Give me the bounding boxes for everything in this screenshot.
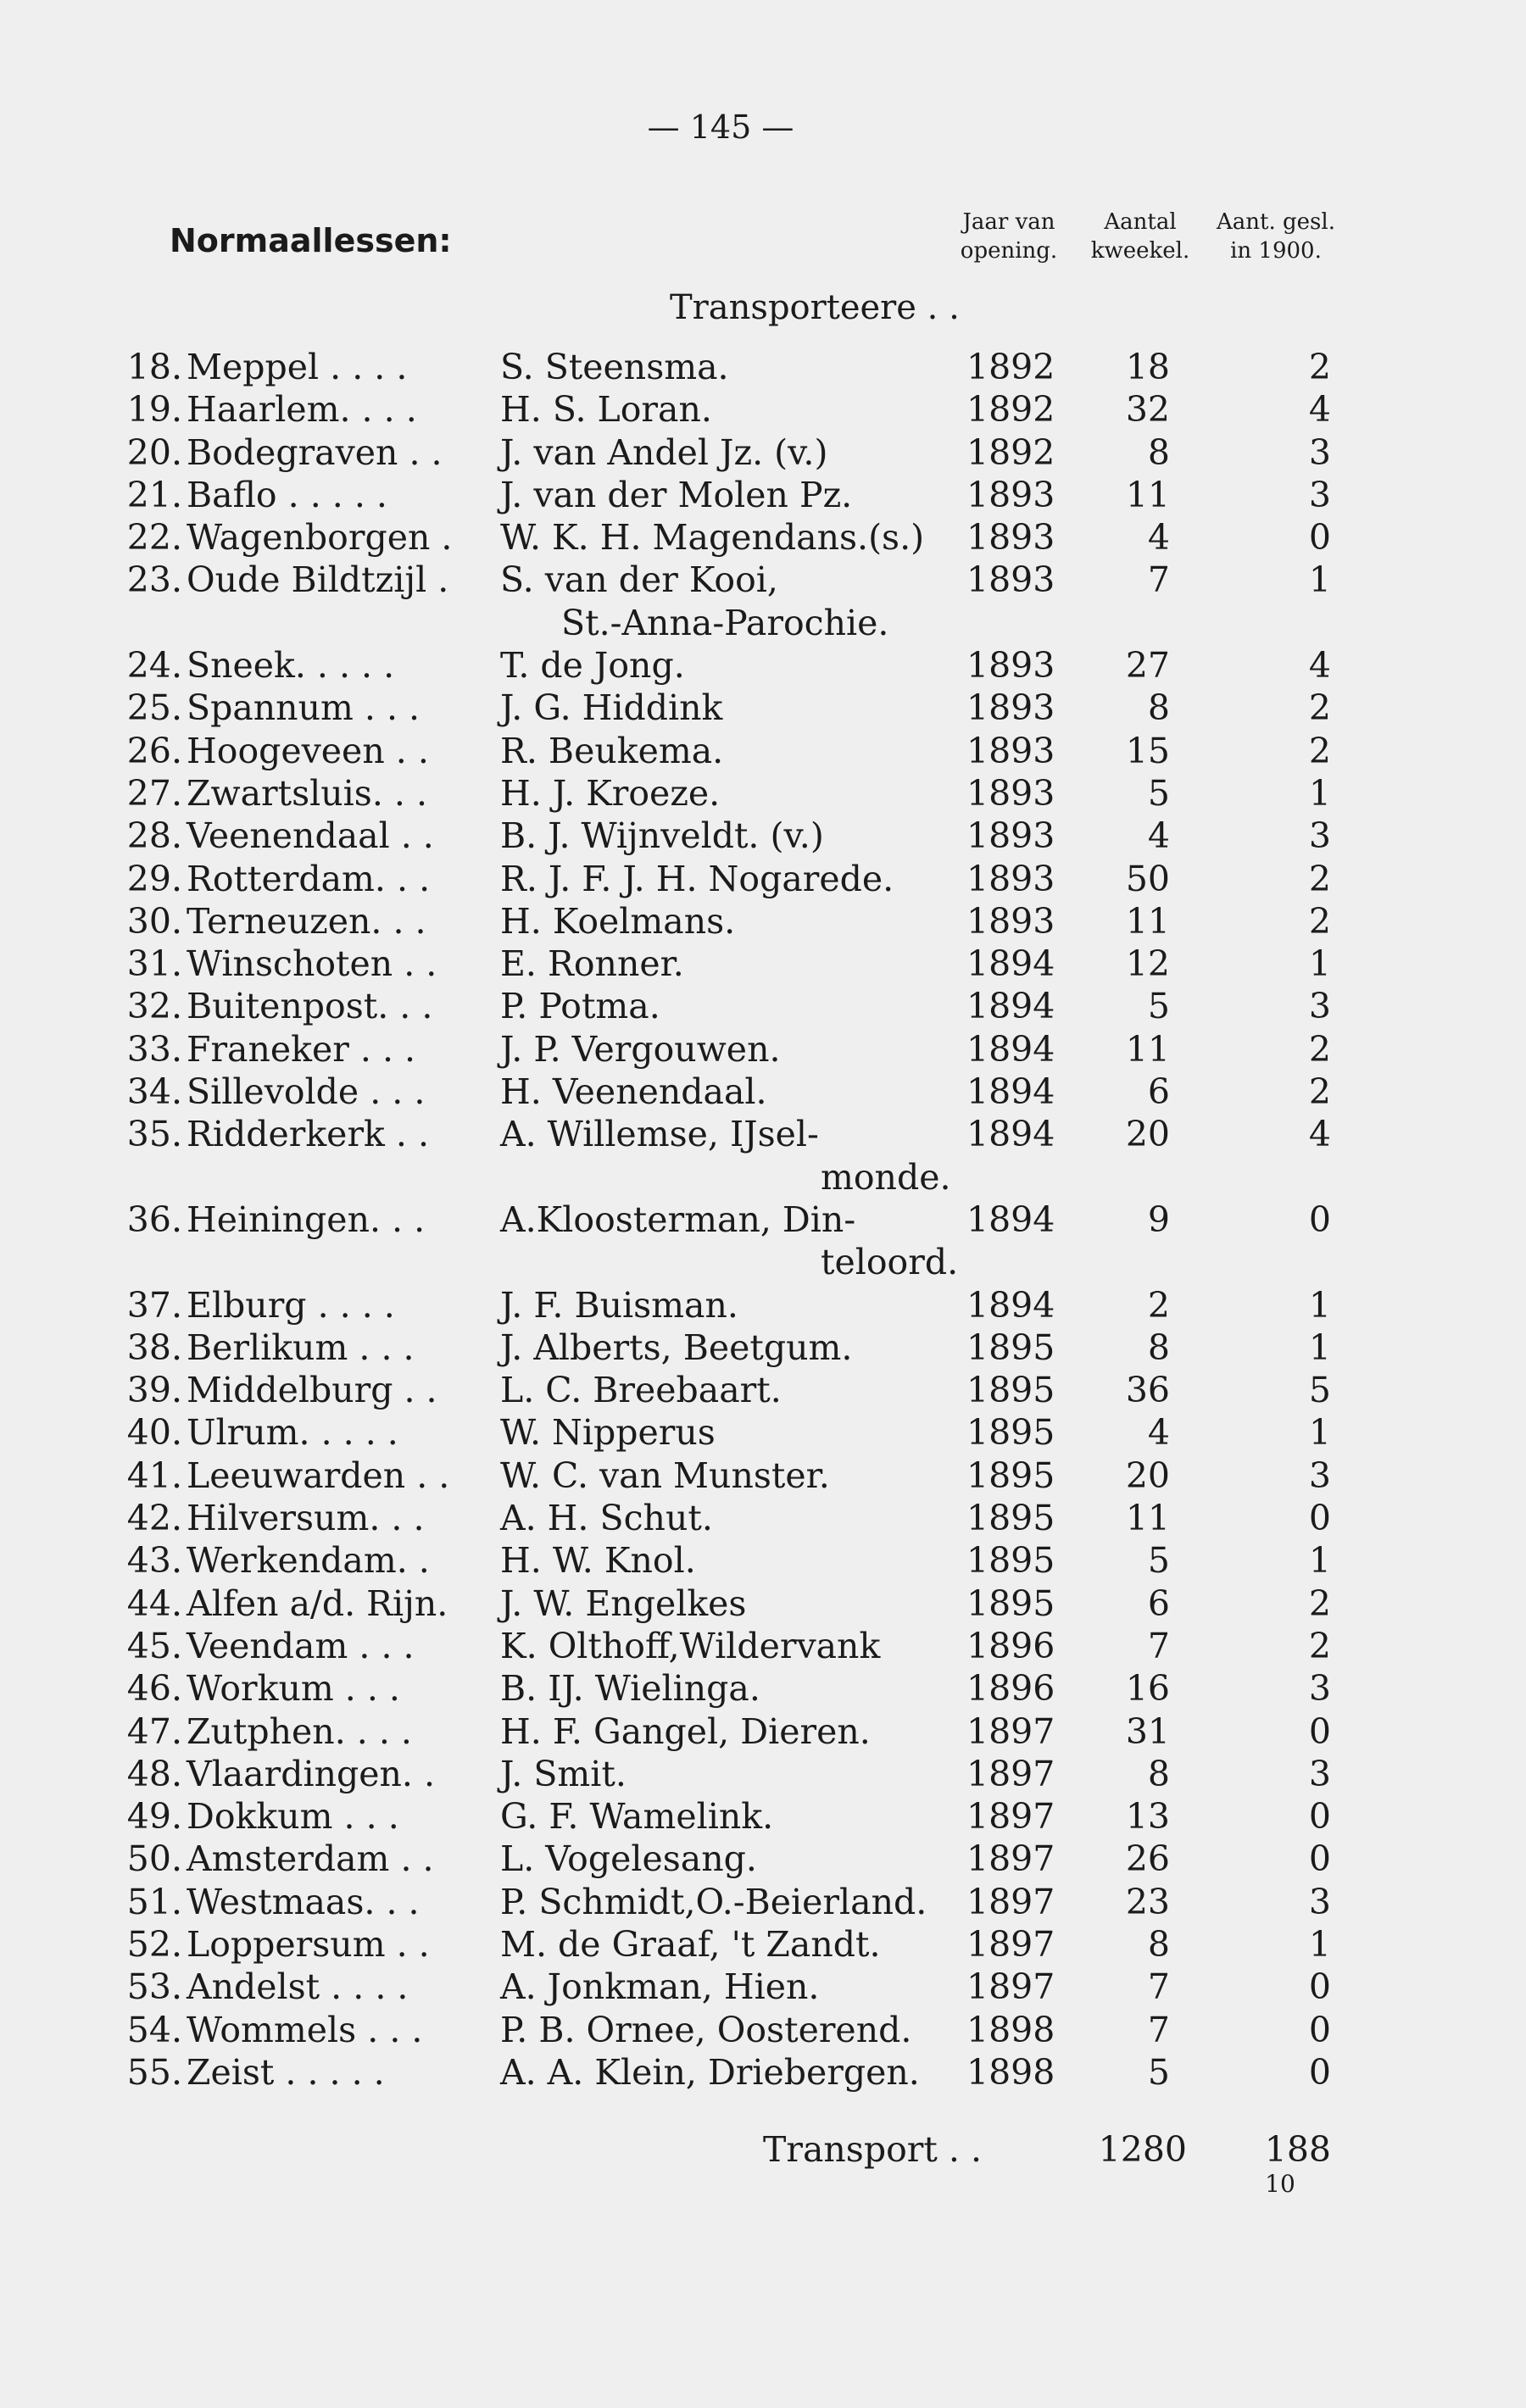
table-row (0, 815, 1526, 857)
gesl-count: 0 (1308, 2051, 1331, 2093)
teacher-continuation: St.-Anna-Parochie. (561, 602, 889, 643)
kweekel-count: 8 (1147, 1753, 1170, 1794)
row-number: 55. (126, 2051, 182, 2093)
kweekel-count: 11 (1125, 1028, 1170, 1070)
table-row (0, 1582, 1526, 1625)
transport-kweekel-total: 1280 (1098, 2129, 1187, 2171)
transport-carried-over: Transporteere . . (670, 288, 960, 327)
gesl-count: 3 (1308, 1881, 1331, 1922)
kweekel-count: 13 (1125, 1796, 1170, 1838)
kweekel-count: 16 (1125, 1668, 1170, 1710)
teacher-name: J. Smit. (500, 1753, 627, 1794)
gesl-count: 1 (1308, 772, 1331, 814)
table-row (0, 1881, 1526, 1923)
teacher-name: W. Nipperus (500, 1412, 716, 1454)
header-kweekel-line1: Aantal (1104, 209, 1177, 235)
gesl-count: 2 (1308, 730, 1331, 771)
header-gesl-line2: in 1900. (1230, 238, 1322, 264)
place-name: Rotterdam. . . (187, 858, 431, 899)
gesl-count: 0 (1308, 517, 1331, 559)
opening-year: 1897 (966, 1881, 1055, 1922)
row-number: 29. (126, 858, 182, 899)
kweekel-count: 4 (1147, 517, 1170, 559)
row-number: 30. (126, 900, 182, 942)
row-continuation (0, 1241, 1526, 1283)
teacher-name: A. Jonkman, Hien. (500, 1966, 820, 2008)
row-number: 21. (126, 474, 182, 515)
row-number: 34. (126, 1071, 182, 1113)
kweekel-count: 36 (1125, 1370, 1170, 1411)
gesl-count: 1 (1308, 1284, 1331, 1326)
opening-year: 1896 (966, 1625, 1055, 1666)
place-name: Berlikum . . . (187, 1326, 415, 1368)
place-name: Terneuzen. . . (187, 900, 426, 942)
teacher-name: J. G. Hiddink (500, 687, 723, 729)
row-number: 37. (126, 1284, 182, 1326)
row-number: 38. (126, 1326, 182, 1368)
teacher-name: A. H. Schut. (500, 1498, 713, 1539)
table-row (0, 1966, 1526, 2008)
teacher-name: B. IJ. Wielinga. (500, 1668, 760, 1710)
gesl-count: 3 (1308, 474, 1331, 515)
opening-year: 1893 (966, 474, 1055, 515)
teacher-name: M. de Graaf, 't Zandt. (500, 1923, 881, 1965)
teacher-name: J. van der Molen Pz. (500, 474, 853, 515)
place-name: Ulrum. . . . . (187, 1412, 398, 1454)
place-name: Ridderkerk . . (187, 1114, 430, 1155)
kweekel-count: 8 (1147, 431, 1170, 473)
kweekel-count: 5 (1147, 1540, 1170, 1582)
place-name: Middelburg . . (187, 1370, 437, 1411)
opening-year: 1894 (966, 943, 1055, 985)
place-name: Sneek. . . . . (187, 645, 395, 687)
place-name: Werkendam. . (187, 1540, 430, 1582)
gesl-count: 2 (1308, 687, 1331, 729)
place-name: Heiningen. . . (187, 1198, 426, 1240)
opening-year: 1898 (966, 2051, 1055, 2093)
gesl-count: 4 (1308, 389, 1331, 431)
kweekel-count: 11 (1125, 900, 1170, 942)
place-name: Wagenborgen . (187, 517, 453, 559)
opening-year: 1895 (966, 1582, 1055, 1624)
kweekel-count: 26 (1125, 1838, 1170, 1880)
kweekel-count: 23 (1125, 1881, 1170, 1922)
row-number: 25. (126, 687, 182, 729)
row-number: 24. (126, 645, 182, 687)
teacher-name: W. K. H. Magendans.(s.) (500, 517, 925, 559)
row-number: 39. (126, 1370, 182, 1411)
row-number: 43. (126, 1540, 182, 1582)
kweekel-count: 8 (1147, 687, 1170, 729)
table-row (0, 2051, 1526, 2094)
place-name: Bodegraven . . (187, 431, 443, 473)
table-row (0, 1539, 1526, 1582)
opening-year: 1894 (966, 1114, 1055, 1155)
place-name: Workum . . . (187, 1668, 400, 1710)
kweekel-count: 8 (1147, 1326, 1170, 1368)
row-number: 51. (126, 1881, 182, 1922)
teacher-continuation: monde. (821, 1156, 951, 1198)
table-row (0, 516, 1526, 559)
place-name: Andelst . . . . (187, 1966, 409, 2008)
table-row (0, 1497, 1526, 1539)
kweekel-count: 20 (1125, 1114, 1170, 1155)
place-name: Wommels . . . (187, 2009, 423, 2050)
table-row (0, 431, 1526, 474)
place-name: Veenendaal . . (187, 815, 434, 857)
teacher-name: H. F. Gangel, Dieren. (500, 1710, 871, 1752)
opening-year: 1893 (966, 559, 1055, 601)
gesl-count: 0 (1308, 1710, 1331, 1752)
opening-year: 1895 (966, 1540, 1055, 1582)
place-name: Amsterdam . . (187, 1838, 434, 1880)
footer-number: 10 (1265, 2170, 1295, 2198)
table-row (0, 346, 1526, 388)
row-number: 33. (126, 1028, 182, 1070)
place-name: Alfen a/d. Rijn. (187, 1582, 448, 1624)
kweekel-count: 6 (1147, 1582, 1170, 1624)
header-gesl (1191, 208, 1361, 265)
opening-year: 1895 (966, 1326, 1055, 1368)
opening-year: 1893 (966, 517, 1055, 559)
table-row (0, 474, 1526, 516)
kweekel-count: 50 (1125, 858, 1170, 899)
place-name: Vlaardingen. . (187, 1753, 435, 1794)
table-row (0, 1923, 1526, 1966)
table-row (0, 644, 1526, 687)
kweekel-count: 15 (1125, 730, 1170, 771)
table-row (0, 730, 1526, 772)
row-number: 45. (126, 1625, 182, 1666)
gesl-count: 0 (1308, 1796, 1331, 1838)
kweekel-count: 5 (1147, 986, 1170, 1027)
row-number: 49. (126, 1796, 182, 1838)
kweekel-count: 11 (1125, 1498, 1170, 1539)
transport-total-row (0, 2126, 1526, 2173)
place-name: Oude Bildtzijl . (187, 559, 449, 601)
table-row (0, 1113, 1526, 1155)
opening-year: 1892 (966, 389, 1055, 431)
row-number: 28. (126, 815, 182, 857)
row-number: 44. (126, 1582, 182, 1624)
place-name: Franeker . . . (187, 1028, 416, 1070)
teacher-name: K. Olthoff,Wildervank (500, 1625, 881, 1666)
teacher-continuation: teloord. (821, 1242, 959, 1283)
table-row (0, 1326, 1526, 1369)
place-name: Buitenpost. . . (187, 986, 433, 1027)
teacher-name: H. J. Kroeze. (500, 772, 721, 814)
teacher-name: H. S. Loran. (500, 389, 712, 431)
opening-year: 1892 (966, 347, 1055, 387)
table-row (0, 1710, 1526, 1753)
gesl-count: 2 (1308, 347, 1331, 387)
teacher-name: J. van Andel Jz. (v.) (500, 431, 828, 473)
row-continuation (0, 1156, 1526, 1198)
opening-year: 1894 (966, 1028, 1055, 1070)
table-row (0, 1838, 1526, 1880)
opening-year: 1893 (966, 772, 1055, 814)
place-name: Dokkum . . . (187, 1796, 399, 1838)
table-row (0, 1795, 1526, 1838)
opening-year: 1893 (966, 645, 1055, 687)
gesl-count: 0 (1308, 1966, 1331, 2008)
gesl-count: 4 (1308, 1114, 1331, 1155)
opening-year: 1892 (966, 431, 1055, 473)
row-number: 52. (126, 1923, 182, 1965)
table-row (0, 1028, 1526, 1071)
row-number: 19. (126, 389, 182, 431)
row-number: 48. (126, 1753, 182, 1794)
kweekel-count: 7 (1147, 1966, 1170, 2008)
gesl-count: 2 (1308, 1582, 1331, 1624)
kweekel-count: 18 (1125, 347, 1170, 387)
teacher-name: S. van der Kooi, (500, 559, 778, 601)
opening-year: 1893 (966, 815, 1055, 857)
teacher-name: B. J. Wijnveldt. (v.) (500, 815, 824, 857)
table-row (0, 1753, 1526, 1795)
place-name: Spannum . . . (187, 687, 420, 729)
section-title: Normaallessen: (170, 222, 452, 259)
place-name: Leeuwarden . . (187, 1454, 450, 1496)
table-row (0, 1454, 1526, 1497)
opening-year: 1897 (966, 1838, 1055, 1880)
place-name: Hoogeveen . . (187, 730, 429, 771)
opening-year: 1895 (966, 1370, 1055, 1411)
opening-year: 1894 (966, 1284, 1055, 1326)
gesl-count: 1 (1308, 1923, 1331, 1965)
kweekel-count: 2 (1147, 1284, 1170, 1326)
kweekel-count: 32 (1125, 389, 1170, 431)
kweekel-count: 31 (1125, 1710, 1170, 1752)
row-number: 18. (126, 347, 182, 387)
teacher-name: P. B. Ornee, Oosterend. (500, 2009, 912, 2050)
row-number: 23. (126, 559, 182, 601)
opening-year: 1898 (966, 2009, 1055, 2050)
table-row (0, 2009, 1526, 2051)
gesl-count: 3 (1308, 1668, 1331, 1710)
school-list (0, 346, 1526, 2173)
kweekel-count: 12 (1125, 943, 1170, 985)
transport-label: Transport . . (763, 2129, 982, 2171)
opening-year: 1893 (966, 687, 1055, 729)
teacher-name: A.Kloosterman, Din- (500, 1198, 856, 1240)
gesl-count: 3 (1308, 986, 1331, 1027)
teacher-name: J. W. Engelkes (500, 1582, 747, 1624)
teacher-name: A. Willemse, IJsel- (500, 1114, 819, 1155)
place-name: Zeist . . . . . (187, 2051, 385, 2093)
row-number: 53. (126, 1966, 182, 2008)
gesl-count: 0 (1308, 1498, 1331, 1539)
row-number: 27. (126, 772, 182, 814)
row-number: 54. (126, 2009, 182, 2050)
kweekel-count: 7 (1147, 2009, 1170, 2050)
kweekel-count: 20 (1125, 1454, 1170, 1496)
gesl-count: 2 (1308, 1028, 1331, 1070)
row-number: 32. (126, 986, 182, 1027)
table-row (0, 943, 1526, 985)
opening-year: 1894 (966, 986, 1055, 1027)
kweekel-count: 5 (1147, 772, 1170, 814)
gesl-count: 1 (1308, 1412, 1331, 1454)
gesl-count: 3 (1308, 431, 1331, 473)
place-name: Haarlem. . . . (187, 389, 417, 431)
teacher-name: J. P. Vergouwen. (500, 1028, 781, 1070)
table-row (0, 388, 1526, 431)
place-name: Zwartsluis. . . (187, 772, 427, 814)
table-row (0, 772, 1526, 815)
kweekel-count: 7 (1147, 559, 1170, 601)
teacher-name: H. Veenendaal. (500, 1071, 767, 1113)
teacher-name: J. Alberts, Beetgum. (500, 1326, 853, 1368)
page-number: — 145 — (647, 108, 794, 146)
opening-year: 1893 (966, 858, 1055, 899)
kweekel-count: 11 (1125, 474, 1170, 515)
row-continuation (0, 602, 1526, 644)
teacher-name: L. C. Breebaart. (500, 1370, 782, 1411)
teacher-name: P. Schmidt,O.-Beierland. (500, 1881, 927, 1922)
teacher-name: G. F. Wamelink. (500, 1796, 774, 1838)
row-number: 35. (126, 1114, 182, 1155)
table-row (0, 687, 1526, 729)
kweekel-count: 9 (1147, 1198, 1170, 1240)
opening-year: 1894 (966, 1071, 1055, 1113)
teacher-name: P. Potma. (500, 986, 660, 1027)
table-row (0, 858, 1526, 900)
gesl-count: 4 (1308, 645, 1331, 687)
table-row (0, 559, 1526, 601)
header-year (924, 208, 1094, 265)
place-name: Baflo . . . . . (187, 474, 387, 515)
opening-year: 1895 (966, 1498, 1055, 1539)
opening-year: 1895 (966, 1412, 1055, 1454)
header-kweekel (1072, 208, 1208, 265)
gesl-count: 0 (1308, 1198, 1331, 1240)
gesl-count: 2 (1308, 1625, 1331, 1666)
table-row (0, 1667, 1526, 1710)
gesl-count: 3 (1308, 1454, 1331, 1496)
place-name: Zutphen. . . . (187, 1710, 412, 1752)
gesl-count: 1 (1308, 943, 1331, 985)
table-row (0, 1625, 1526, 1667)
header-year-line2: opening. (960, 238, 1058, 264)
row-number: 40. (126, 1412, 182, 1454)
place-name: Veendam . . . (187, 1625, 415, 1666)
opening-year: 1897 (966, 1753, 1055, 1794)
teacher-name: R. Beukema. (500, 730, 724, 771)
place-name: Sillevolde . . . (187, 1071, 426, 1113)
row-number: 22. (126, 517, 182, 559)
teacher-name: R. J. F. J. H. Nogarede. (500, 858, 894, 899)
opening-year: 1897 (966, 1796, 1055, 1838)
row-number: 31. (126, 943, 182, 985)
kweekel-count: 27 (1125, 645, 1170, 687)
gesl-count: 2 (1308, 1071, 1331, 1113)
gesl-count: 5 (1308, 1370, 1331, 1411)
kweekel-count: 6 (1147, 1071, 1170, 1113)
opening-year: 1897 (966, 1966, 1055, 2008)
row-number: 41. (126, 1454, 182, 1496)
kweekel-count: 4 (1147, 1412, 1170, 1454)
table-row (0, 985, 1526, 1027)
teacher-name: S. Steensma. (500, 347, 729, 387)
opening-year: 1893 (966, 730, 1055, 771)
gesl-count: 1 (1308, 1326, 1331, 1368)
table-row (0, 1284, 1526, 1326)
table-row (0, 1411, 1526, 1454)
teacher-name: H. W. Knol. (500, 1540, 696, 1582)
gesl-count: 2 (1308, 900, 1331, 942)
kweekel-count: 4 (1147, 815, 1170, 857)
table-row (0, 1369, 1526, 1411)
gesl-count: 1 (1308, 1540, 1331, 1582)
header-year-line1: Jaar van (962, 209, 1055, 235)
row-number: 26. (126, 730, 182, 771)
row-number: 47. (126, 1710, 182, 1752)
row-number: 36. (126, 1198, 182, 1240)
row-number: 20. (126, 431, 182, 473)
teacher-name: H. Koelmans. (500, 900, 736, 942)
opening-year: 1895 (966, 1454, 1055, 1496)
gesl-count: 0 (1308, 1838, 1331, 1880)
kweekel-count: 7 (1147, 1625, 1170, 1666)
gesl-count: 0 (1308, 2009, 1331, 2050)
kweekel-count: 5 (1147, 2051, 1170, 2093)
place-name: Winschoten . . (187, 943, 437, 985)
gesl-count: 2 (1308, 858, 1331, 899)
header-gesl-line1: Aant. gesl. (1217, 209, 1335, 235)
gesl-count: 1 (1308, 559, 1331, 601)
teacher-name: T. de Jong. (500, 645, 685, 687)
opening-year: 1893 (966, 900, 1055, 942)
teacher-name: A. A. Klein, Driebergen. (500, 2051, 920, 2093)
teacher-name: L. Vogelesang. (500, 1838, 757, 1880)
opening-year: 1897 (966, 1923, 1055, 1965)
row-number: 50. (126, 1838, 182, 1880)
header-kweekel-line2: kweekel. (1090, 238, 1190, 264)
place-name: Meppel . . . . (187, 347, 408, 387)
teacher-name: J. F. Buisman. (500, 1284, 738, 1326)
gesl-count: 3 (1308, 815, 1331, 857)
table-row (0, 1198, 1526, 1241)
place-name: Westmaas. . . (187, 1881, 420, 1922)
opening-year: 1896 (966, 1668, 1055, 1710)
place-name: Elburg . . . . (187, 1284, 395, 1326)
opening-year: 1897 (966, 1710, 1055, 1752)
table-row (0, 900, 1526, 943)
place-name: Hilversum. . . (187, 1498, 425, 1539)
opening-year: 1894 (966, 1198, 1055, 1240)
teacher-name: E. Ronner. (500, 943, 684, 985)
transport-gesl-total: 188 (1264, 2129, 1331, 2171)
table-row (0, 1071, 1526, 1113)
gesl-count: 3 (1308, 1753, 1331, 1794)
teacher-name: W. C. van Munster. (500, 1454, 830, 1496)
row-number: 42. (126, 1498, 182, 1539)
place-name: Loppersum . . (187, 1923, 430, 1965)
kweekel-count: 8 (1147, 1923, 1170, 1965)
row-number: 46. (126, 1668, 182, 1710)
